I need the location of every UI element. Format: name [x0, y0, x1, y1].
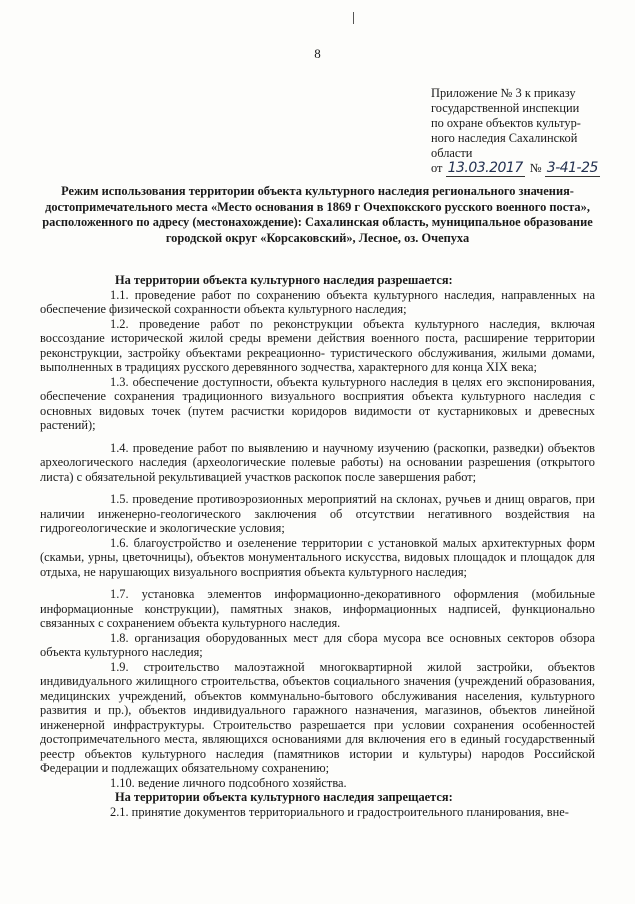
- list-item: 1.5. проведение противоэрозионных мероприятий на склонах, ручьев и днищ оврагов, при наличии инженерно-геологического заключения об отсутствии негативного воздействия на гидрогеологические и экологические условия;: [40, 492, 595, 535]
- handwritten-number: 3-41-25: [546, 160, 598, 176]
- scan-mark: [353, 12, 354, 24]
- prohibited-heading: На территории объекта культурного наследия запрещается:: [115, 790, 453, 804]
- list-item: 1.7. установка элементов информационно-декоративного оформления (мобильные информационные конструкции), памятных знаков, информационных надписей, функционально связанных с сохранением объекта культурного наследия.: [40, 587, 595, 630]
- appendix-line: ного наследия Сахалинской: [431, 131, 578, 145]
- list-item: 1.4. проведение работ по выявлению и научному изучению (раскопки, разведки) объектов археологического наследия (археологические полевые работы) на основании разрешения (открытого листа) с обязательной рекультивацией участков раскопок после завершения работ;: [40, 440, 595, 484]
- list-item: 2.1. принятие документов территориального и градостроительного планирования, вне-: [110, 804, 569, 819]
- list-item: 1.1. проведение работ по сохранению объекта культурного наследия, направленных на обеспечение физической сохранности объекта культурного наследия;: [40, 287, 595, 316]
- appendix-line: области: [431, 146, 473, 160]
- list-item: 1.9. строительство малоэтажной многоквартирной жилой застройки, объектов индивидуального жилищного строительства, объектов социального значения (учреждений образования, медицинских учреждений, объектов коммунально-бытового обслуживания населения, культурного развития и пр.), объектов индивидуального гаражного назначения, магазинов, объектов линейной инженерной инфраструктуры. Строительство разрешается при условии сохранения особенностей достопримечательного места, являющихся основаниями для включения его в единый государственный реестр объектов культурного наследия (памятников истории и культуры) народов Российской Федерации и подлежащих обязательному сохранению;: [40, 659, 595, 775]
- handwritten-date: 13.03.2017: [447, 160, 523, 176]
- list-item: 1.3. обеспечение доступности, объекта культурного наследия в целях его экспонирования, обеспечение сохранения традиционного визуального восприятия объекта культурного наследия с основных видовых точек (путем расчистки коридоров видимости от кустарниковых и древесных растений);: [40, 374, 595, 432]
- number-label: №: [529, 161, 542, 175]
- list-item: 1.2. проведение работ по реконструкции объекта культурного наследия, включая воссоздание исторической жилой среды времени действия военного поста, расширение территории реконструкции, застройку объектами рекреационно- туристического обслуживания, жилыми домами, выполненных в традициях русского деревянного зодчества, характерного для конца XIX века;: [40, 316, 595, 374]
- permitted-heading: На территории объекта культурного наследия разрешается:: [115, 273, 453, 287]
- document-body: [40, 273, 595, 819]
- document-title: Режим использования территории объекта культурного наследия регионального значения- достопримечательного места «Место основания в 1869 г Очехпокского русского военного поста», расположенного по адресу (местонахождение): Сахалинская область, муниципальное образование городской округ «Корсаковский», Лесное, оз. Очепуха: [42, 184, 593, 245]
- list-item: 1.8. организация оборудованных мест для сбора мусора все основных секторов обзора объекта культурного наследия;: [40, 630, 595, 659]
- from-label: от: [431, 161, 443, 175]
- appendix-block: [431, 86, 631, 177]
- order-reference: [431, 161, 631, 177]
- appendix-line: государственной инспекции: [431, 101, 580, 115]
- list-item: 1.10. ведение личного подсобного хозяйства.: [110, 775, 347, 790]
- list-item: 1.6. благоустройство и озеленение территории с установкой малых архитектурных форм (скамьи, урны, цветочницы), объектов монументального искусства, видовых площадок и площадок для отдыха, не нарушающих визуального восприятия объекта культурного наследия;: [40, 535, 595, 579]
- appendix-line: Приложение № 3 к приказу: [431, 86, 576, 100]
- appendix-line: по охране объектов культур-: [431, 116, 581, 130]
- page-number: 8: [314, 46, 321, 61]
